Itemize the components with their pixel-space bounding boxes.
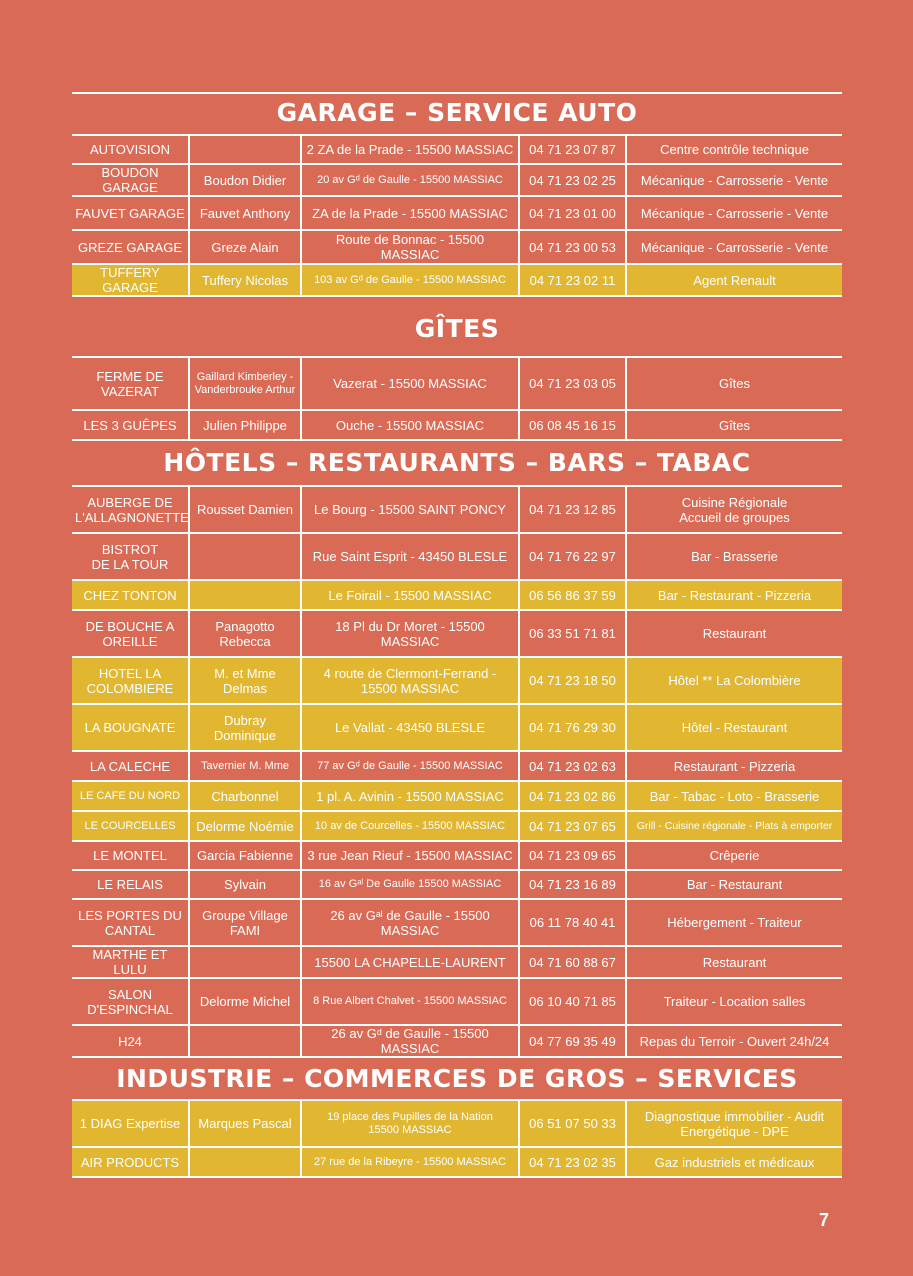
address: Le Bourg - 15500 SAINT PONCY [301,486,519,533]
activity: Mécanique - Carrosserie - Vente [626,230,842,264]
section-title-industrie: INDUSTRIE – COMMERCES DE GROS – SERVICES [116,1064,798,1093]
contact-name [189,580,301,610]
address: 16 av Gᵃˡ De Gaulle 15500 MASSIAC [301,870,519,899]
business-name: DE BOUCHE A OREILLE [72,610,189,657]
phone: 04 71 23 16 89 [519,870,626,899]
hotels-table [72,485,842,1058]
address: Vazerat - 15500 MASSIAC [301,357,519,410]
phone: 06 56 86 37 59 [519,580,626,610]
business-name: H24 [72,1025,189,1057]
business-name: HOTEL LA COLOMBIERE [72,657,189,704]
activity: Hôtel - Restaurant [626,704,842,751]
address: 8 Rue Albert Chalvet - 15500 MASSIAC [301,978,519,1025]
business-name: TUFFERY GARAGE [72,264,189,296]
table-row [72,164,842,196]
table-row-highlighted [72,1100,842,1147]
phone: 04 71 23 09 65 [519,841,626,870]
business-name: 1 DIAG Expertise [72,1100,189,1147]
contact-name: Rousset Damien [189,486,301,533]
activity: Crêperie [626,841,842,870]
activity: Mécanique - Carrosserie - Vente [626,164,842,196]
table-row-highlighted [72,580,842,610]
table-row [72,196,842,230]
address: 2 ZA de la Prade - 15500 MASSIAC [301,135,519,164]
business-name: LES 3 GUÊPES [72,410,189,440]
phone: 04 71 23 00 53 [519,230,626,264]
contact-name: M. et Mme Delmas [189,657,301,704]
address: 10 av de Courcelles - 15500 MASSIAC [301,811,519,841]
activity: Cuisine Régionale Accueil de groupes [626,486,842,533]
address: Rue Saint Esprit - 43450 BLESLE [301,533,519,580]
phone: 04 71 23 02 11 [519,264,626,296]
address: 26 av Gᵈ de Gaulle - 15500 MASSIAC [301,1025,519,1057]
table-row-highlighted [72,657,842,704]
table-row [72,486,842,533]
contact-name: Delorme Michel [189,978,301,1025]
table-row [72,135,842,164]
business-name: CHEZ TONTON [72,580,189,610]
phone: 04 71 23 03 05 [519,357,626,410]
contact-name: Groupe Village FAMI [189,899,301,946]
phone: 06 51 07 50 33 [519,1100,626,1147]
contact-name: Charbonnel [189,781,301,811]
business-name: LES PORTES DU CANTAL [72,899,189,946]
business-name: MARTHE ET LULU [72,946,189,978]
table-row-highlighted [72,264,842,296]
activity: Restaurant [626,946,842,978]
contact-name: Tavernier M. Mme [189,751,301,781]
address: 1 pl. A. Avinin - 15500 MASSIAC [301,781,519,811]
address: 18 Pl du Dr Moret - 15500 MASSIAC [301,610,519,657]
contact-name: Panagotto Rebecca [189,610,301,657]
business-name: LE COURCELLES [72,811,189,841]
table-row [72,230,842,264]
activity: Repas du Terroir - Ouvert 24h/24 [626,1025,842,1057]
business-name: SALON D'ESPINCHAL [72,978,189,1025]
activity: Hôtel ** La Colombière [626,657,842,704]
phone: 04 71 23 12 85 [519,486,626,533]
business-name: AUBERGE DE L'ALLAGNONETTE [72,486,189,533]
contact-name: Marques Pascal [189,1100,301,1147]
contact-name [189,135,301,164]
address: 77 av Gᵈ de Gaulle - 15500 MASSIAC [301,751,519,781]
contact-name: Sylvain [189,870,301,899]
table-row-highlighted [72,704,842,751]
contact-name [189,533,301,580]
phone: 04 71 76 29 30 [519,704,626,751]
phone: 06 11 78 40 41 [519,899,626,946]
address: Route de Bonnac - 15500 MASSIAC [301,230,519,264]
address: Le Foirail - 15500 MASSIAC [301,580,519,610]
business-name: LE CAFE DU NORD [72,781,189,811]
activity: Gîtes [626,410,842,440]
activity: Restaurant [626,610,842,657]
business-name: LA BOUGNATE [72,704,189,751]
phone: 04 71 23 07 87 [519,135,626,164]
activity: Gaz industriels et médicaux [626,1147,842,1177]
table-row [72,870,842,899]
gites-table [72,356,842,441]
section-title-hotels: HÔTELS – RESTAURANTS – BARS – TABAC [163,448,751,477]
table-row [72,946,842,978]
activity: Bar - Brasserie [626,533,842,580]
contact-name [189,946,301,978]
contact-name: Gaillard Kimberley - Vanderbrouke Arthur [189,357,301,410]
activity: Mécanique - Carrosserie - Vente [626,196,842,230]
activity: Diagnostique immobilier - Audit Energétique - DPE [626,1100,842,1147]
contact-name: Boudon Didier [189,164,301,196]
activity: Agent Renault [626,264,842,296]
table-row [72,978,842,1025]
phone: 04 71 23 07 65 [519,811,626,841]
page-number: 7 [818,1210,829,1230]
activity: Restaurant - Pizzeria [626,751,842,781]
business-name: AIR PRODUCTS [72,1147,189,1177]
phone: 06 10 40 71 85 [519,978,626,1025]
table-row-highlighted [72,811,842,841]
address: 20 av Gᵈ de Gaulle - 15500 MASSIAC [301,164,519,196]
contact-name: Julien Philippe [189,410,301,440]
table-row [72,357,842,410]
phone: 04 71 23 01 00 [519,196,626,230]
table-row [72,751,842,781]
phone: 04 71 23 18 50 [519,657,626,704]
business-name: LA CALECHE [72,751,189,781]
address: 103 av Gᵈ de Gaulle - 15500 MASSIAC [301,264,519,296]
industrie-table [72,1099,842,1178]
address: 27 rue de la Ribeyre - 15500 MASSIAC [301,1147,519,1177]
contact-name: Delorme Noémie [189,811,301,841]
address: Le Vallat - 43450 BLESLE [301,704,519,751]
phone: 04 71 23 02 63 [519,751,626,781]
phone: 04 71 60 88 67 [519,946,626,978]
phone: 04 71 23 02 35 [519,1147,626,1177]
address: 26 av Gᵃˡ de Gaulle - 15500 MASSIAC [301,899,519,946]
contact-name: Fauvet Anthony [189,196,301,230]
contact-name: Garcia Fabienne [189,841,301,870]
phone: 04 71 76 22 97 [519,533,626,580]
business-name: BOUDON GARAGE [72,164,189,196]
activity: Bar - Restaurant [626,870,842,899]
contact-name [189,1025,301,1057]
business-name: LE RELAIS [72,870,189,899]
business-name: BISTROT DE LA TOUR [72,533,189,580]
phone: 04 77 69 35 49 [519,1025,626,1057]
table-row-highlighted [72,781,842,811]
business-name: LE MONTEL [72,841,189,870]
activity: Gîtes [626,357,842,410]
contact-name: Dubray Dominique [189,704,301,751]
contact-name [189,1147,301,1177]
activity: Bar - Restaurant - Pizzeria [626,580,842,610]
phone: 06 08 45 16 15 [519,410,626,440]
table-row [72,410,842,440]
business-name: FAUVET GARAGE [72,196,189,230]
address: ZA de la Prade - 15500 MASSIAC [301,196,519,230]
activity: Bar - Tabac - Loto - Brasserie [626,781,842,811]
address: 15500 LA CHAPELLE-LAURENT [301,946,519,978]
phone: 04 71 23 02 86 [519,781,626,811]
contact-name: Tuffery Nicolas [189,264,301,296]
section-title-gites: GÎTES [414,314,500,343]
activity: Traiteur - Location salles [626,978,842,1025]
table-row-highlighted [72,1147,842,1177]
activity: Hébergement - Traiteur [626,899,842,946]
section-title-garage: GARAGE – SERVICE AUTO [72,92,842,134]
activity: Centre contrôle technique [626,135,842,164]
address: 3 rue Jean Rieuf - 15500 MASSIAC [301,841,519,870]
address: 19 place des Pupilles de la Nation 15500 MASSIAC [301,1100,519,1147]
table-row [72,899,842,946]
table-row [72,610,842,657]
table-row [72,533,842,580]
table-row [72,841,842,870]
directory-page [72,92,842,1178]
address: 4 route de Clermont-Ferrand - 15500 MASSIAC [301,657,519,704]
activity: Grill - Cuisine régionale - Plats à emporter [626,811,842,841]
business-name: AUTOVISION [72,135,189,164]
garage-table [72,134,842,297]
contact-name: Greze Alain [189,230,301,264]
business-name: GREZE GARAGE [72,230,189,264]
phone: 04 71 23 02 25 [519,164,626,196]
address: Ouche - 15500 MASSIAC [301,410,519,440]
phone: 06 33 51 71 81 [519,610,626,657]
table-row [72,1025,842,1057]
business-name: FERME DE VAZERAT [72,357,189,410]
